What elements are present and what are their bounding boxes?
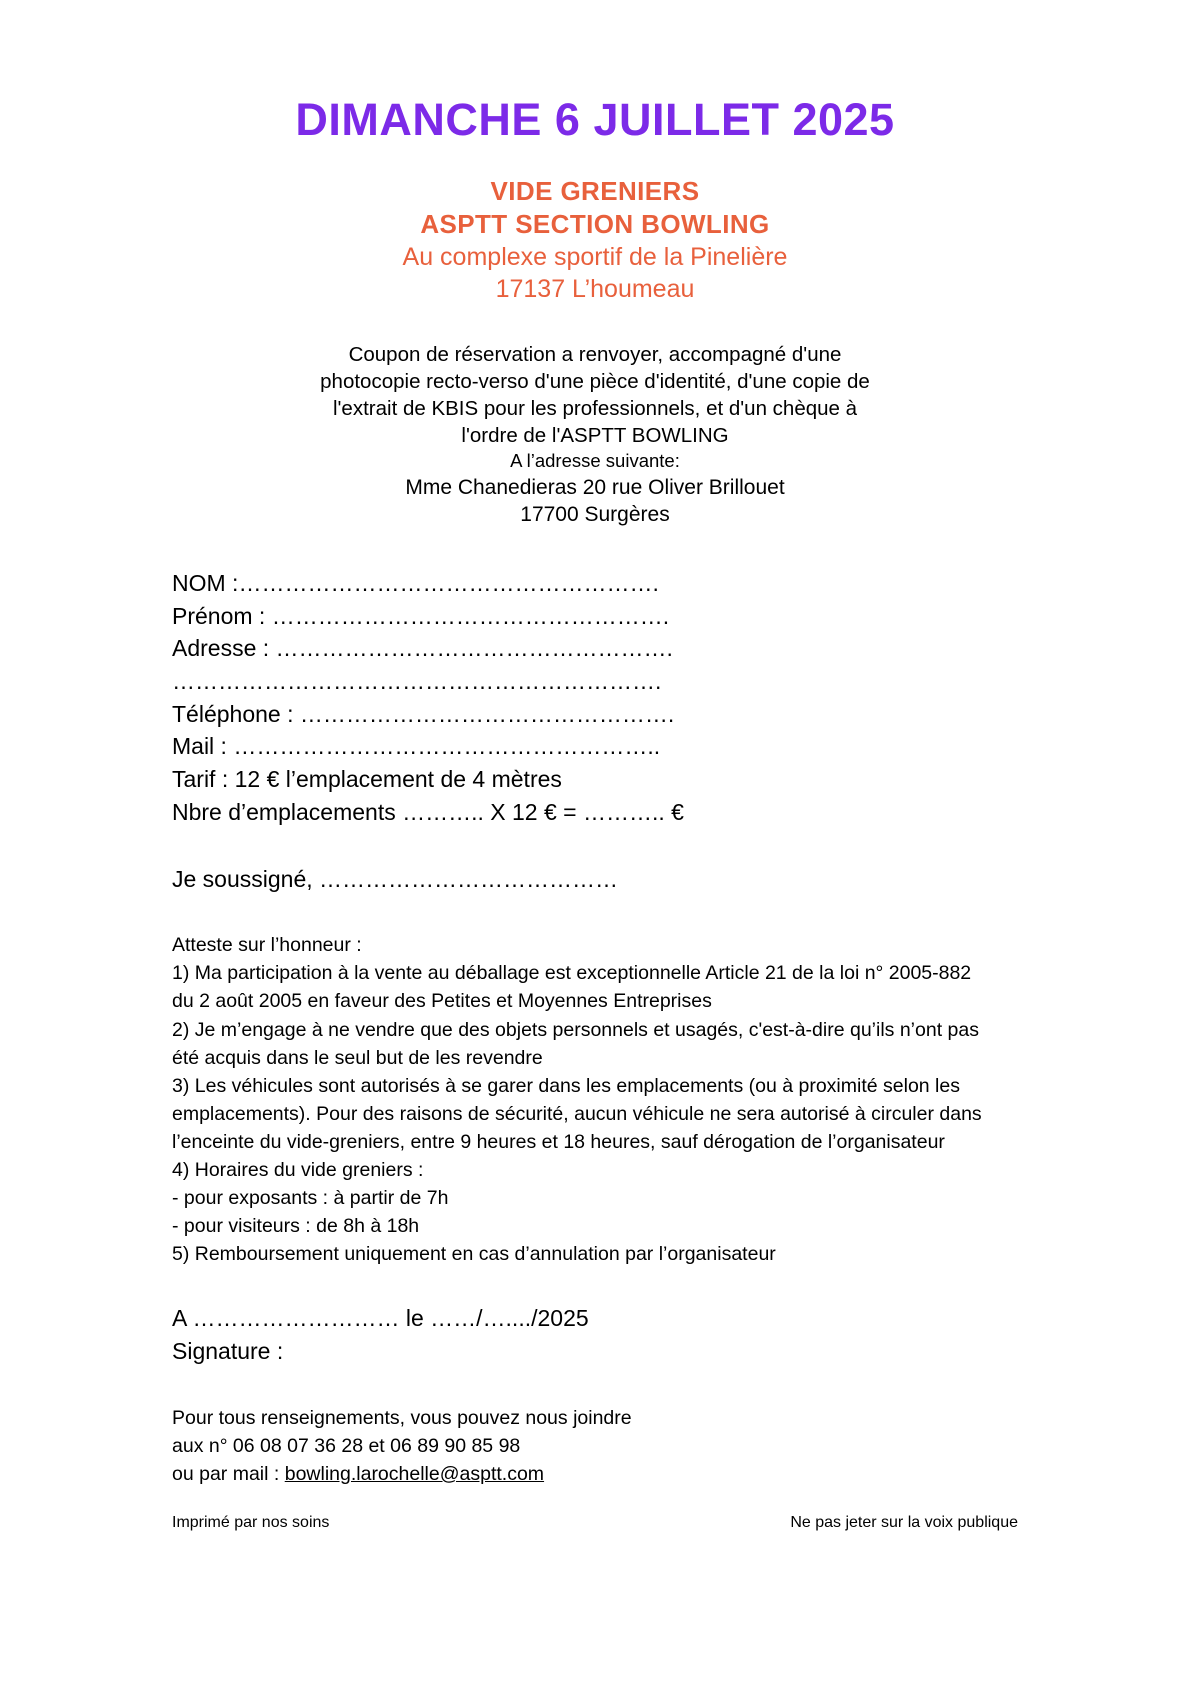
field-place-date[interactable]: A ……………………… le ……/…..../2025: [172, 1305, 589, 1332]
attestation-item: été acquis dans le seul but de les revendre: [172, 1046, 543, 1069]
intro-address-label: A l’adresse suivante:: [510, 450, 680, 472]
attestation-item: l’enceinte du vide-greniers, entre 9 heures et 18 heures, sauf dérogation de l’organisateur: [172, 1130, 945, 1153]
venue-city: 17137 L’houmeau: [495, 275, 695, 304]
attestation-item: 1) Ma participation à la vente au déballage est exceptionnelle Article 21 de la loi n° 2005-882: [172, 962, 972, 985]
contact-email-link[interactable]: bowling.larochelle@asptt.com: [284, 1463, 545, 1486]
signature-block: [110, 1302, 1080, 1367]
mailing-address-line-2: 17700 Surgères: [520, 503, 670, 527]
intro-block: [110, 341, 1080, 529]
field-tarif: Tarif : 12 € l’emplacement de 4 mètres: [172, 766, 562, 792]
attestation-item: 5) Remboursement uniquement en cas d’annulation par l’organisateur: [172, 1243, 776, 1266]
contact-mail-prefix: ou par mail :: [172, 1463, 285, 1486]
event-header: [110, 175, 1080, 306]
mailing-address-line-1: Mme Chanedieras 20 rue Oliver Brillouet: [405, 475, 785, 499]
field-telephone[interactable]: Téléphone : ………………………………………….: [172, 700, 675, 727]
attestation-heading: Atteste sur l’honneur :: [172, 934, 362, 957]
footer-right: Ne pas jeter sur la voix publique: [790, 1514, 1018, 1532]
page-title: DIMANCHE 6 JUILLET 2025: [295, 94, 895, 145]
attestation-item: - pour visiteurs : de 8h à 18h: [172, 1215, 420, 1238]
intro-line-2: photocopie recto-verso d'une pièce d'identité, d'une copie de: [320, 370, 870, 394]
form-fields: [110, 567, 1080, 828]
intro-line-3: l'extrait de KBIS pour les professionnels, et d'un chèque à: [332, 397, 858, 421]
attestation-item: 2) Je m’engage à ne vendre que des objets personnels et usagés, c'est-à-dire qu’ils n’ont pas: [172, 1018, 979, 1041]
attestation-item: 3) Les véhicules sont autorisés à se garer dans les emplacements (ou à proximité selon les: [172, 1074, 960, 1097]
field-adresse-line-2[interactable]: ……………………………………………………….: [172, 668, 662, 695]
attestation-item: - pour exposants : à partir de 7h: [172, 1187, 449, 1210]
field-signature[interactable]: Signature :: [172, 1337, 284, 1364]
footer: [110, 1514, 1080, 1532]
field-prenom[interactable]: Prénom : …………………………………………….: [172, 602, 670, 629]
field-soussigne[interactable]: Je soussigné, …………………………………: [172, 866, 619, 893]
attestation-block: [110, 931, 1080, 1268]
contact-phone-numbers: aux n° 06 08 07 36 28 et 06 89 90 85 98: [172, 1434, 521, 1457]
footer-left: Imprimé par nos soins: [172, 1514, 330, 1532]
field-mail[interactable]: Mail : ………………………………………………..: [172, 733, 661, 760]
field-adresse[interactable]: Adresse : …………………………………………….: [172, 635, 673, 662]
field-nom[interactable]: NOM :……………………………………………….: [172, 570, 659, 597]
intro-line-1: Coupon de réservation a renvoyer, accompagné d'une: [348, 343, 842, 367]
attestation-item: 4) Horaires du vide greniers :: [172, 1158, 424, 1181]
attestation-item: du 2 août 2005 en faveur des Petites et Moyennes Entreprises: [172, 990, 712, 1013]
field-nombre-emplacements[interactable]: Nbre d’emplacements ……….. X 12 € = ……….. €: [172, 798, 684, 825]
organizer-name: ASPTT SECTION BOWLING: [420, 208, 770, 239]
contact-line-1: Pour tous renseignements, vous pouvez nous joindre: [172, 1406, 632, 1429]
attestation-item: emplacements). Pour des raisons de sécurité, aucun véhicule ne sera autorisé à circuler dans: [172, 1102, 982, 1125]
event-name: VIDE GRENIERS: [490, 175, 700, 206]
venue-name: Au complexe sportif de la Pinelière: [402, 243, 788, 272]
intro-line-4: l'ordre de l'ASPTT BOWLING: [461, 424, 729, 448]
contact-mail-line: [172, 1460, 1080, 1488]
contact-block: [110, 1404, 1080, 1489]
